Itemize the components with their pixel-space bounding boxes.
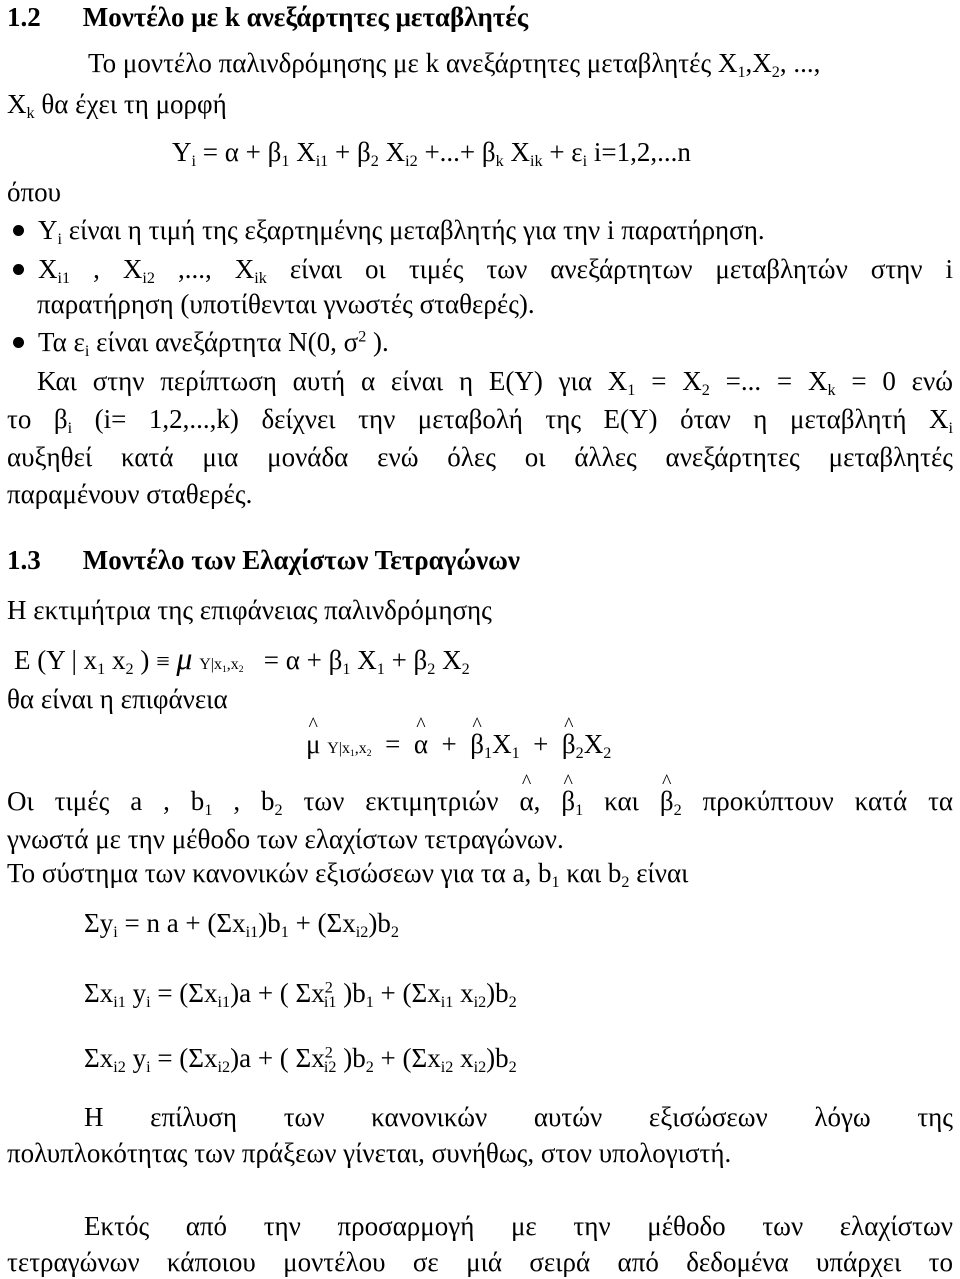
heading-number: 1.2 xyxy=(7,2,41,32)
bullet-item-1: $Y_i$ είναι η τιμή της εξαρτημένης μεταβλητής για την i παρατήρηση. xyxy=(7,213,765,247)
section-heading-1-3 xyxy=(7,543,520,577)
bullet-icon xyxy=(13,225,24,236)
surface-line: θα είναι η επιφάνεια xyxy=(7,684,228,714)
bullet-icon xyxy=(13,264,24,275)
paragraph-line-4: παραμένουν σταθερές. xyxy=(7,479,253,509)
values-line-2: γνωστά με την μέθοδο των ελαχίστων τετραγώνων. xyxy=(7,824,564,854)
solution-line-2: πολυπλοκότητας των πράξεων γίνεται, συνήθως, στον υπολογιστή. xyxy=(7,1138,732,1168)
bullet-icon xyxy=(13,337,24,348)
paragraph-line-1: Και στην περίπτωση αυτή α είναι η Ε(Υ) για $X_1 = X_2$ =... = $X_k = 0$ ενώ xyxy=(37,366,954,399)
where-label: όπου xyxy=(7,177,61,207)
paragraph-line-2: το $\beta_i$ (i= 1,2,...,k) δείχνει την μεταβολή της Ε(Υ) όταν η μεταβλητή $X_i$ xyxy=(7,404,953,437)
intro-line-1: Το μοντέλο παλινδρόμησης με k ανεξάρτητες μεταβλητές $X_1,X_2$, ..., xyxy=(88,48,821,81)
normal-equation-2: $\Sigma x_{i1}$ $y_i = (\Sigma x_{i1})a$ + ( $\Sigma x^2_{i1}$ )$b_1 + (\Sigma x_{i1}$ $x_{i2})b_2$ xyxy=(84,978,517,1011)
section-heading-1-2 xyxy=(7,0,528,34)
model-equation: $Y_i = \alpha + \beta_1$ $X_{i1} + \beta_2$ $X_{i2}$ +...+ $\beta_k$ $X_{ik} + \varepsilon_i$ i=1,2,...n xyxy=(172,137,691,170)
bullet-item-2: $X_{i1}$ , $X_{i2}$ ,..., $X_{ik}$ είναι οι τιμές των ανεξάρτητων μεταβλητών στην i xyxy=(7,252,953,286)
heading-text: Μοντέλο των Ελαχίστων Τετραγώνων xyxy=(82,545,520,575)
last-line-2: τετραγώνων κάποιου μοντέλου σε μιά σειρά από δεδομένα υπάρχει το xyxy=(7,1247,953,1277)
system-line: Το σύστημα των κανονικών εξισώσεων για τα a, $b_1$ και $b_2$ είναι xyxy=(7,858,689,891)
intro-line-2: $X_k$ θα έχει τη μορφή xyxy=(7,89,227,122)
expectation-equation: E (Y | $x_1$ $x_2$ ) ≡ μ $Y|x_1,x_2 = \alpha + \beta_1$ $X_1 + \beta_2$ $X_2$ xyxy=(14,640,470,678)
fitted-equation: ^ μ $Y|x_1,x_2$ = ^ α + ^ $\beta_1X_1$ + ^ $\beta_2X_2$ xyxy=(306,727,611,766)
values-line-1: Οι τιμές a , $b_1$ , $b_2$ των εκτιμητριών ^ α, ^ $\beta_1$ και ^ $\beta_2$ προκύπτουν κατά τα xyxy=(7,784,953,818)
bullet-item-3: Τα $\varepsilon_i$ είναι ανεξάρτητα Ν(0, $\sigma^2$ ). xyxy=(7,325,389,359)
heading-number: 1.3 xyxy=(7,545,41,575)
normal-equation-3: $\Sigma x_{i2}$ $y_i = (\Sigma x_{i2})a$ + ( $\Sigma x^2_{i2}$ )$b_2 + (\Sigma x_{i2}$ $x_{i2})b_2$ xyxy=(84,1043,517,1076)
normal-equation-1: $\Sigma y_i = n$ $a + (\Sigma x_{i1})b_1 + (\Sigma x_{i2})b_2$ xyxy=(84,908,399,941)
bullet-item-2-cont: παρατήρηση (υποτίθενται γνωστές σταθερές). xyxy=(37,289,535,319)
estimator-line: Η εκτιμήτρια της επιφάνειας παλινδρόμησης xyxy=(7,595,492,625)
heading-text: Μοντέλο με k ανεξάρτητες μεταβλητές xyxy=(82,2,529,32)
solution-line-1: Η επίλυση των κανονικών αυτών εξισώσεων λόγω της xyxy=(84,1102,953,1132)
last-line-1: Εκτός από την προσαρμογή με την μέθοδο των ελαχίστων xyxy=(84,1211,953,1241)
paragraph-line-3: αυξηθεί κατά μια μονάδα ενώ όλες οι άλλες ανεξάρτητες μεταβλητές xyxy=(7,442,953,472)
